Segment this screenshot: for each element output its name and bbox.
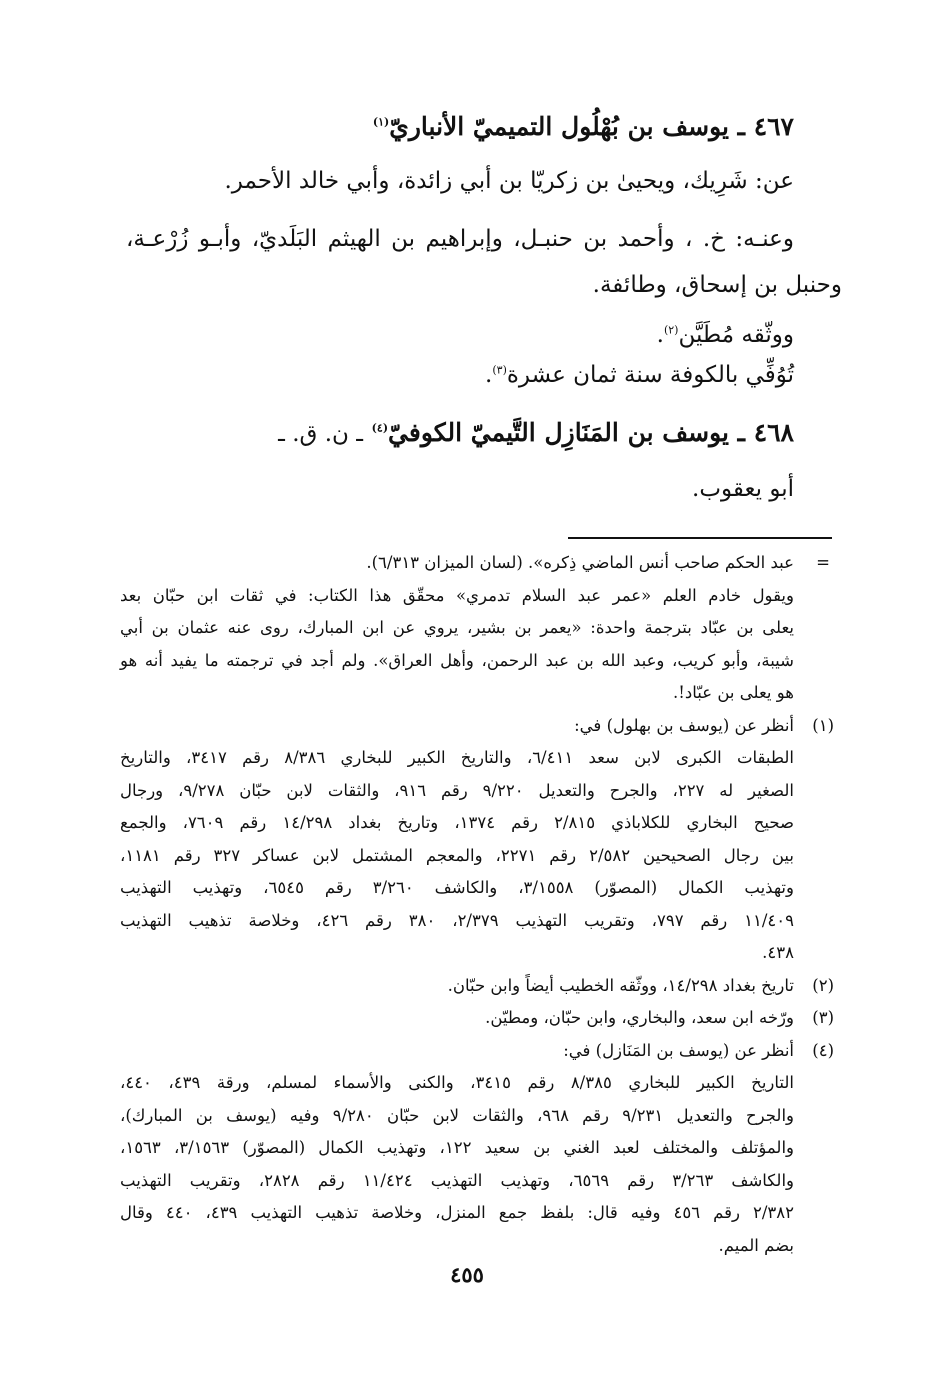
footnote-line: ٢/٣٨٢ رقم ٤٥٦ وفيه قال: بلفظ جمع المنزل، وخلاصة تذهيب التهذيب ٤٣٩، ٤٤٠ وقال	[120, 1203, 794, 1222]
entry-467-death: تُوُفِّي بالكوفة سنة ثمان عشرة$^{(٣)}$.	[485, 362, 794, 388]
entry-468-kunya	[692, 476, 794, 502]
footnote-number: (٣)	[812, 1008, 834, 1027]
footnote-line: يعلى بن عبّاد بترجمة واحدة: «يعمر بن بشير، يروي عن ابن المبارك، روى عنه عثمان بن أبي	[120, 618, 794, 637]
footnote-line: أنظر عن (يوسف بن المَنَازل) في:	[563, 1040, 794, 1060]
anhu-text-1: وعنـه: خ. ، وأحمد بن حنبـل، وإبراهيم بن الهيثم البَلَديّ، وأبـو زُرْعـة،	[126, 226, 794, 252]
footnote-line: ويقول خادم العلم «عمر عبد السلام تدمري» محقّق هذا الكتاب: في ثقات ابن حبّان بعد	[120, 585, 794, 605]
entry-heading-text: ٤٦٨ ـ يوسف بن المَنَازِل التَّيميّ الكوفيّ	[388, 418, 794, 447]
footnote-line: ورّخه ابن سعد، والبخاري، وابن حبّان، ومطيّن.	[485, 1008, 794, 1027]
footnote-line: والكاشف ٣/٢٦٣ رقم ٦٥٦٩، وتهذيب التهذيب ١١/٤٢٤ رقم ٢٨٢٨، وتقريب التهذيب	[120, 1170, 794, 1190]
death-text: تُوُفِّي بالكوفة سنة ثمان عشرة	[506, 362, 794, 388]
footnote-line: بين رجال الصحيحين ٢/٥٨٢ رقم ٢٢٧١، والمعجم المشتمل لابن عساكر ٣٢٧ رقم ١١٨١،	[120, 845, 794, 865]
footnote-line: شيبة، وأبو كريب، وعبد الله بن عبد الرحمن، وأهل العراق». ولم أجد في ترجمته ما يفيد أنه هو	[120, 650, 794, 670]
footnote-number: (٢)	[812, 975, 834, 995]
an-text: عن: شَرِيك، ويحيىٰ بن زكريّا بن أبي زائدة، وأبي خالد الأحمر.	[224, 168, 794, 194]
footnote-line: الطبقات الكبرى لابن سعد ٦/٤١١، والتاريخ الكبير للبخاري ٨/٣٨٦ رقم ٣٤١٧، والتاريخ	[120, 748, 794, 767]
entry-467-heading	[373, 112, 794, 141]
anhu-text-2: وحنبل بن إسحاق، وطائفة.	[592, 272, 842, 298]
footnote-line: عبد الحكم صاحب أنس الماضي ذِكره». (لسان الميزان ٦/٣١٣).	[366, 553, 794, 572]
footnote-line: أنظر عن (يوسف بن بهلول) في:	[574, 715, 794, 735]
entry-467-tawthiq: ووثّقه مُطَيَّن$^{(٢)}$.	[656, 322, 794, 348]
footnote-ref-2: (٢)	[663, 323, 679, 337]
footnote-ref-4: (٤)	[371, 421, 389, 435]
footnote-ref-1: (١)	[372, 115, 390, 129]
footnote-line: الصغير له ٢٢٧، والجرح والتعديل ٩/٢٢٠ رقم ٩١٦، والثقات لابن حبّان ٩/٢٧٨، ورجال	[120, 780, 794, 800]
continuation-marker: =	[816, 553, 830, 572]
tawthiq-text: ووثّقه مُطَيَّن	[678, 322, 794, 348]
footnote-line: صحيح البخاري للكلاباذي ٢/٨١٥ رقم ١٣٧٤، وتاريخ بغداد ١٤/٢٩٨ رقم ٧٦٠٩، والجمع	[120, 813, 795, 832]
sigla: ـ ن. ق. ـ	[278, 421, 363, 447]
entry-467-an	[224, 168, 794, 194]
footnote-line: وتهذيب الكمال (المصوّر) ٣/١٥٥٨، والكاشف ٣/٢٦٠ رقم ٦٥٤٥، وتهذيب التهذيب	[120, 878, 794, 897]
footnote-separator	[568, 537, 832, 539]
footnote-line: ٤٣٨.	[762, 943, 794, 962]
page-number: ٤٥٥	[450, 1262, 484, 1287]
footnote-line: بضم الميم.	[718, 1235, 794, 1255]
entry-468-heading	[278, 418, 794, 447]
footnote-line: هو يعلى بن عبّاد!.	[673, 683, 794, 702]
footnote-number: (١)	[812, 715, 834, 735]
footnote-line: التاريخ الكبير للبخاري ٨/٣٨٥ رقم ٣٤١٥، والكنى والأسماء لمسلم، ورقة ٤٣٩، ٤٤٠،	[120, 1073, 794, 1092]
entry-467-anhu-line1	[126, 226, 794, 252]
footnote-line: والمؤتلف والمختلف لعبد الغني بن سعيد ١٢٢، وتهذيب الكمال (المصوّر) ٣/١٥٦٣، ١٥٦٣،	[120, 1138, 795, 1157]
footnote-number: (٤)	[812, 1040, 834, 1060]
kunya-text: أبو يعقوب.	[692, 476, 794, 502]
footnote-line: والجرح والتعديل ٩/٢٣١ رقم ٩٦٨، والثقات لابن حبّان ٩/٢٨٠ وفيه (يوسف بن المبارك)،	[120, 1105, 795, 1125]
footnote-line: ١١/٤٠٩ رقم ٧٩٧، وتقريب التهذيب ٢/٣٧٩، ٣٨٠ رقم ٤٢٦، وخلاصة تذهيب التهذيب	[120, 910, 795, 930]
footnote-ref-3: (٣)	[492, 363, 507, 377]
entry-467-anhu-line2	[593, 272, 842, 298]
footnote-line: تاريخ بغداد ١٤/٢٩٨، ووثّقه الخطيب أيضاً وابن حبّان.	[447, 975, 794, 995]
entry-heading-text: ٤٦٧ ـ يوسف بن بُهْلُول التميميّ الأنباريّ	[389, 112, 794, 141]
